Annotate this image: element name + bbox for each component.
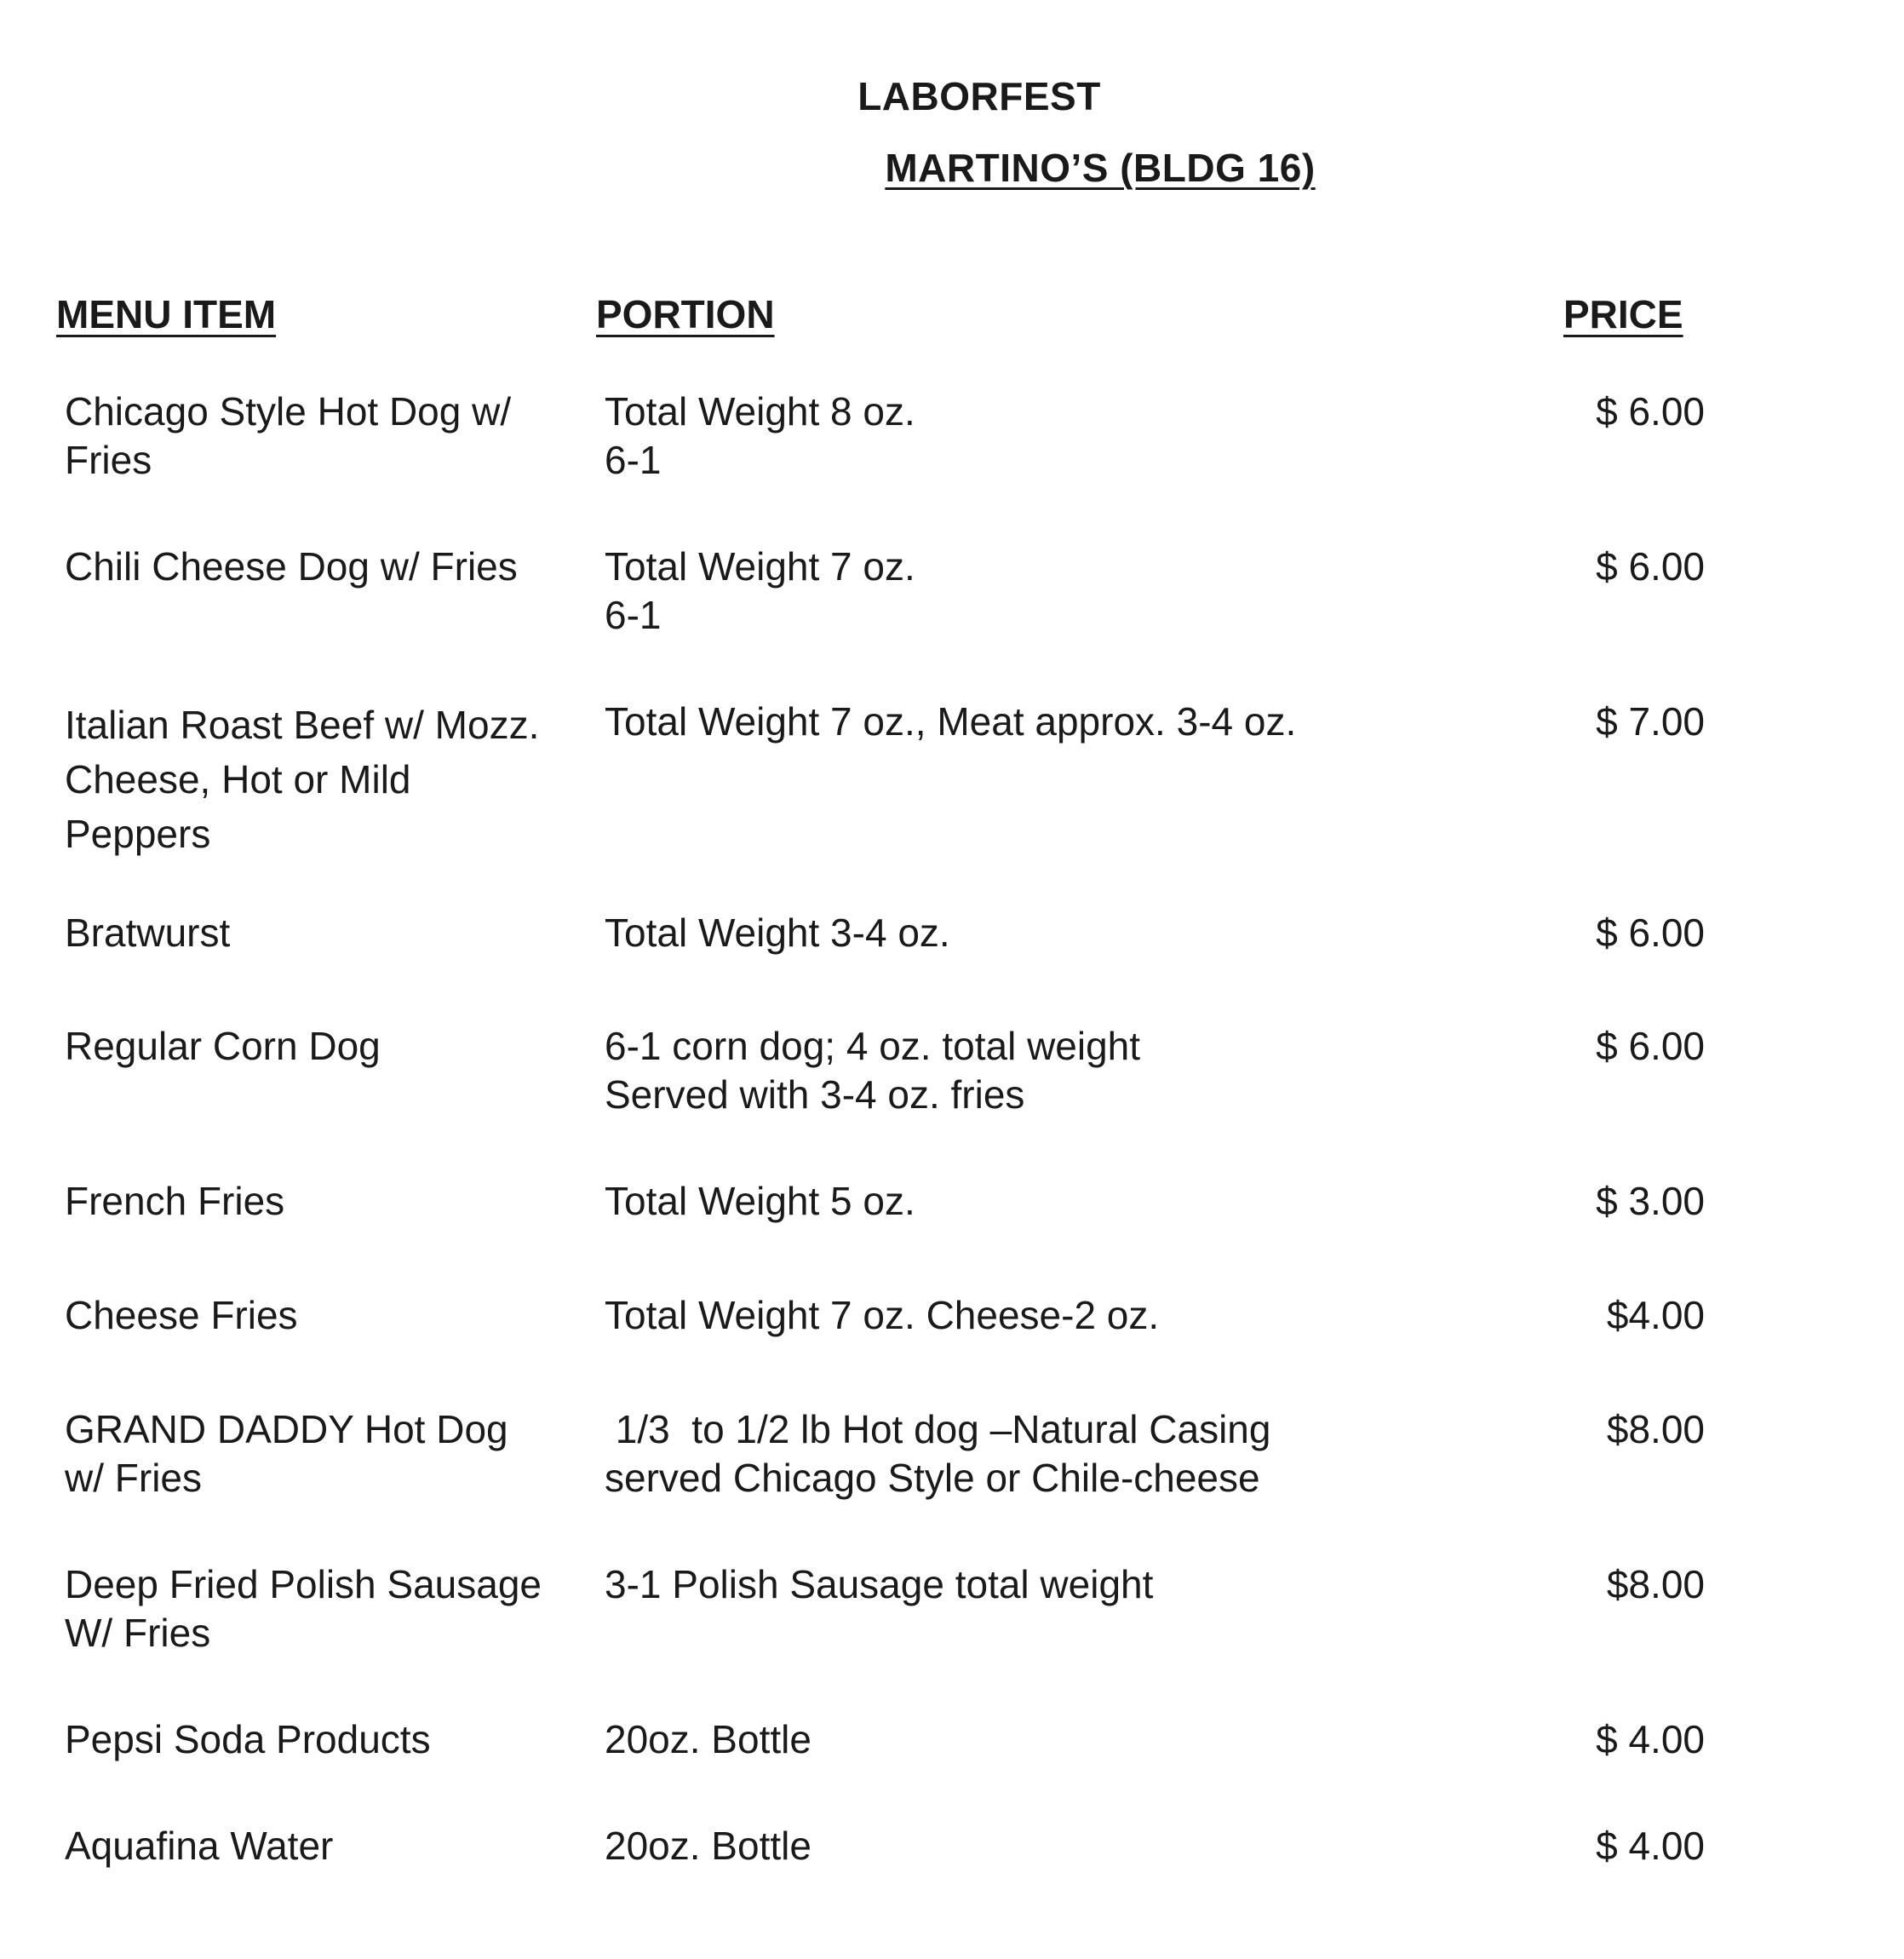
menu-item-price: $ 6.00 <box>1596 911 1705 955</box>
menu-item-price: $ 3.00 <box>1596 1179 1705 1223</box>
menu-item-name: Cheese Fries <box>65 1293 298 1337</box>
menu-item-price: $ 4.00 <box>1596 1717 1705 1761</box>
menu-item-name: Chicago Style Hot Dog w/ Fries <box>65 389 512 482</box>
menu-item-price: $8.00 <box>1606 1562 1705 1606</box>
menu-item-portion: 20oz. Bottle <box>605 1717 811 1761</box>
menu-item-price: $8.00 <box>1606 1407 1705 1451</box>
menu-item-portion: 6-1 corn dog; 4 oz. total weight Served with 3-4 oz. fries <box>605 1024 1141 1117</box>
menu-item-portion: Total Weight 7 oz. Cheese-2 oz. <box>605 1293 1160 1337</box>
menu-item-price: $ 6.00 <box>1596 1024 1705 1068</box>
menu-item-portion: Total Weight 7 oz. 6-1 <box>605 544 915 637</box>
menu-item-name: GRAND DADDY Hot Dog w/ Fries <box>65 1407 508 1500</box>
menu-item-price: $ 6.00 <box>1596 544 1705 589</box>
page-subtitle: MARTINO’S (BLDG 16) <box>885 146 1316 190</box>
page-title: LABORFEST <box>857 74 1101 118</box>
menu-item-name: French Fries <box>65 1179 285 1223</box>
column-header-menu-item: MENU ITEM <box>56 292 277 336</box>
menu-item-price: $ 7.00 <box>1596 699 1705 744</box>
menu-item-portion: Total Weight 8 oz. 6-1 <box>605 389 915 482</box>
menu-item-name: Bratwurst <box>65 911 231 955</box>
menu-item-price: $ 4.00 <box>1596 1824 1705 1868</box>
menu-item-name: Italian Roast Beef w/ Mozz. Cheese, Hot or Mild Peppers <box>65 703 540 856</box>
menu-item-price: $4.00 <box>1606 1293 1705 1337</box>
menu-item-portion: Total Weight 3-4 oz. <box>605 911 950 955</box>
menu-item-portion: Total Weight 7 oz., Meat approx. 3-4 oz. <box>605 699 1297 744</box>
menu-item-name: Chili Cheese Dog w/ Fries <box>65 544 518 589</box>
menu-item-name: Aquafina Water <box>65 1824 334 1868</box>
menu-item-portion: Total Weight 5 oz. <box>605 1179 915 1223</box>
column-header-portion: PORTION <box>596 292 775 336</box>
menu-item-portion: 1/3 to 1/2 lb Hot dog –Natural Casing served Chicago Style or Chile-cheese <box>605 1407 1271 1500</box>
menu-item-price: $ 6.00 <box>1596 389 1705 434</box>
column-header-price: PRICE <box>1563 292 1683 336</box>
menu-item-portion: 20oz. Bottle <box>605 1824 811 1868</box>
menu-item-name: Pepsi Soda Products <box>65 1717 431 1761</box>
menu-item-name: Regular Corn Dog <box>65 1024 381 1068</box>
menu-item-name: Deep Fried Polish Sausage W/ Fries <box>65 1562 542 1655</box>
menu-item-portion: 3-1 Polish Sausage total weight <box>605 1562 1154 1606</box>
